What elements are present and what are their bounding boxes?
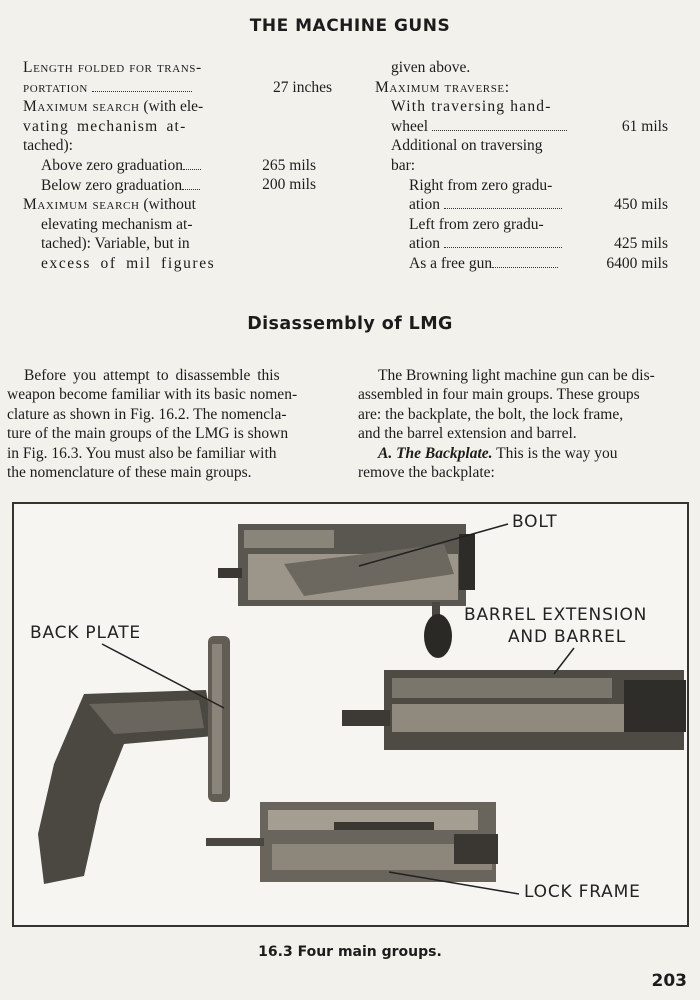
spec-max-traverse: Maximum traverse:: [375, 78, 510, 96]
barrel-part: [342, 670, 686, 750]
para-left-line: the nomenclature of these main groups.: [7, 463, 252, 481]
para-left-line: in Fig. 16.3. You must also be familiar with: [7, 444, 277, 462]
para-right-line: The Browning light machine gun can be dis-: [378, 367, 655, 384]
spec-above-zero: Above zero graduation: [41, 156, 184, 174]
spec-below-zero-value: 200 mils: [262, 176, 316, 194]
page-header-title: THE MACHINE GUNS: [249, 16, 451, 36]
spec-right-line2: ation: [409, 196, 440, 214]
backplate-part: [38, 636, 230, 884]
section-title: Disassembly of LMG: [247, 314, 453, 334]
spec-above-zero-value: 265 mils: [262, 156, 316, 174]
spec-max-search-with-line2: vating mechanism at-: [23, 117, 187, 135]
figure-label-backplate: BACK PLATE: [30, 623, 141, 643]
spec-length-folded-value: 27 inches: [273, 78, 332, 96]
spec-additional-line1: Additional on traversing: [391, 137, 543, 155]
spec-length-folded: Length folded for trans-: [23, 59, 202, 76]
figure-label-barrel: BARREL EXTENSION: [464, 605, 648, 625]
paragraph-left: [7, 366, 340, 482]
spec-left-line1: Left from zero gradu-: [409, 215, 544, 233]
figure-caption: 16.3 Four main groups.: [258, 944, 442, 960]
spec-handwheel-value: 61 mils: [621, 117, 668, 135]
figure-label-lockframe: LOCK FRAME: [524, 882, 641, 902]
spec-max-search-without-line2: elevating mechanism at-: [41, 215, 193, 233]
para-left-line: Before you attempt to disassemble this: [24, 367, 280, 384]
figure-label-barrel-cont: AND BARREL: [508, 627, 626, 647]
spec-given-above: given above.: [391, 59, 471, 76]
spec-handwheel-line1: With traversing hand-: [391, 98, 552, 116]
spec-length-folded-cont: portation: [23, 78, 88, 96]
spec-handwheel-line2: wheel: [391, 117, 429, 135]
spec-free-gun: As a free gun: [409, 254, 493, 272]
spec-free-gun-value: 6400 mils: [606, 255, 668, 272]
leader-dots: [432, 120, 567, 131]
spec-max-search-without-cont: (without: [139, 196, 196, 214]
spec-right-line1: Right from zero gradu-: [409, 176, 553, 194]
figure-frame: [12, 502, 689, 927]
spec-max-search-with: Maximum search: [23, 98, 140, 116]
paragraph-right: [358, 366, 692, 482]
spec-left-value: 425 mils: [614, 235, 668, 253]
page-number: 203: [651, 971, 687, 991]
spec-max-search-without-line3: tached): Variable, but in: [41, 235, 190, 253]
spec-max-search-without: Maximum search: [23, 196, 140, 214]
para-right-line: remove the backplate:: [358, 463, 495, 481]
leader-dots: [444, 198, 562, 209]
para-right-line: are: the backplate, the bolt, the lock frame,: [358, 405, 624, 423]
para-right-line: This is the way you: [492, 444, 618, 462]
para-right-line: and the barrel extension and barrel.: [358, 425, 577, 443]
spec-max-search-with-line3: tached):: [23, 137, 73, 155]
spec-below-zero: Below zero graduation: [41, 176, 183, 194]
spec-left-line2: ation: [409, 235, 440, 253]
leader-dots: [92, 81, 192, 92]
subheading-backplate: A. The Backplate.: [378, 444, 493, 462]
para-left-line: clature as shown in Fig. 16.2. The nomencla-: [7, 405, 287, 423]
spec-right-value: 450 mils: [614, 196, 668, 214]
lockframe-part: [206, 802, 498, 882]
para-right-line: assembled in four main groups. These groups: [358, 386, 640, 404]
leader-dots: [444, 237, 562, 248]
leader-dots: [183, 159, 201, 170]
spec-max-search-with-cont: (with ele-: [139, 98, 204, 116]
spec-max-search-without-line4: excess of mil figures: [41, 254, 216, 272]
figure-illustration: [14, 504, 687, 925]
leader-dots: [182, 179, 200, 190]
figure-label-bolt: BOLT: [512, 512, 558, 532]
para-left-line: ture of the main groups of the LMG is shown: [7, 425, 289, 443]
leader-dots: [492, 257, 558, 268]
spec-additional-line2: bar:: [391, 156, 416, 174]
para-left-line: weapon become familiar with its basic nomen-: [7, 386, 298, 404]
